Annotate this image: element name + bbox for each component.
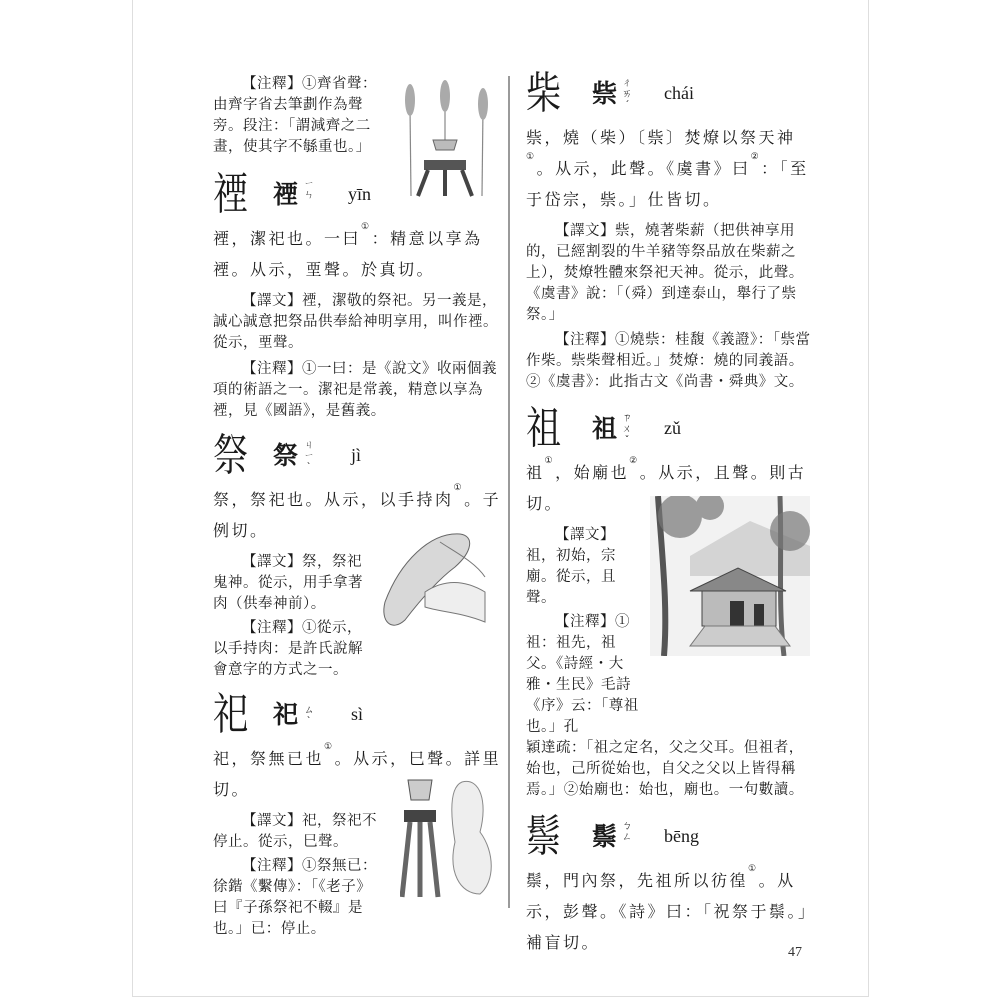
headword: 鬃 (592, 822, 618, 851)
column-divider (508, 76, 510, 908)
entry-header (526, 813, 811, 865)
entry-header (213, 691, 503, 743)
temple-landscape-illustration (650, 496, 810, 656)
notes: 【注釋】①從示，以手持肉：是許氏說解會意字的方式之一。 (213, 620, 363, 678)
zhuyin: ㄧ ㄣ (304, 179, 314, 201)
zhuyin: ㄗ ㄨˇ (622, 413, 632, 446)
intro-note: 【注釋】①齊省聲：由齊字省去筆劃作為聲旁。段注：「謂減齊之二畫，使其字不緐重也。」 (213, 76, 377, 155)
entry-header (213, 432, 503, 484)
zhuyin: ㄐ ㄧˋ (304, 440, 314, 473)
seal-script-glyph: 祀 (213, 689, 249, 740)
notes-continued: 穎達疏：「祖之定名，父之父耳。但祖者，始也，己所從始也，自父之父以上皆得稱焉。」②始廟也：始也，廟也。一句數讀。 (526, 740, 804, 798)
entry-chai (526, 70, 811, 393)
entry-header (526, 70, 811, 122)
main-text: 鬃，門內祭，先祖所以彷徨①。从示，彭聲。《詩》曰：「祝祭于鬃。」補盲切。 (526, 864, 809, 952)
notes: 【注釋】①燒祡：桂馥《義證》：「祡當作柴。祡柴聲相近。」焚燎：燒的同義語。②《虞書》：此指古文《尚書・舜典》文。 (526, 332, 811, 390)
notes-wrapped: 【注釋】①祖：祖先，祖父。《詩經・大雅・生民》毛詩《序》云：「尊祖也。」孔 (526, 614, 639, 735)
altar-with-wheat-illustration (398, 78, 498, 198)
headword: 祡 (592, 79, 618, 108)
pinyin: chái (664, 83, 694, 103)
seal-script-glyph: 禋 (213, 169, 249, 220)
main-text: 祡，燒（柴）〔祡〕焚燎以祭天神①。从示，此聲。《虞書》曰②：「至于岱宗，祡。」仕皆切。 (526, 128, 809, 209)
translation: 【譯文】禋，潔敬的祭祀。另一義是，誠心誠意把祭品供奉給神明享用，叫作禋。從示，垔聲。 (213, 293, 498, 351)
pinyin: yīn (348, 184, 372, 204)
main-text: 禋，潔祀也。一曰①：精意以享為禋。从示，垔聲。於真切。 (213, 222, 483, 279)
entry-beng (526, 813, 811, 958)
translation: 【譯文】祭，祭祀鬼神。從示，用手拿著肉（供奉神前）。 (213, 554, 363, 612)
pinyin: zǔ (664, 418, 681, 438)
main-text: 祖①，始廟也②。从示，且聲。則古切。 (526, 456, 807, 513)
pinyin: jì (351, 445, 362, 465)
headword: 祖 (592, 414, 618, 443)
zhuyin: ㄔ ㄞˊ (622, 78, 632, 111)
hands-holding-meat-illustration (380, 522, 490, 652)
headword: 祀 (273, 700, 299, 729)
seal-script-glyph: 祭 (213, 430, 249, 481)
zhuyin: ㄅ ㄥ (622, 821, 632, 843)
main-text: 祀，祭無已也①。从示，巳聲。詳里切。 (213, 742, 502, 799)
headword: 禋 (273, 180, 299, 209)
seal-script-glyph: 柴 (526, 68, 562, 119)
zhuyin: ㄙˋ (304, 705, 314, 727)
seal-script-glyph: 鬃 (526, 811, 562, 862)
entry-header (526, 405, 811, 457)
headword: 祭 (273, 441, 299, 470)
entry-yin (213, 171, 503, 422)
page-number: 47 (788, 945, 802, 960)
pinyin: sì (351, 704, 364, 724)
pinyin: bēng (664, 826, 699, 846)
notes: 【注釋】①一曰：是《說文》收兩個義項的術語之一。潔祀是常義，精意以享為禋，見《國語》，是舊義。 (213, 361, 497, 419)
seal-script-glyph: 祖 (526, 403, 562, 454)
translation: 【譯文】祖，初始，宗廟。從示，且聲。 (526, 527, 616, 606)
translation: 【譯文】祀，祭祀不停止。從示，巳聲。 (213, 813, 377, 850)
notes: 【注釋】①祭無已：徐鍇《繫傳》：「《老子》曰『子孫祭祀不輟』是也。」已：停止。 (213, 858, 377, 937)
translation: 【譯文】祡，燒著柴薪（把供神享用的，已經割裂的牛羊豬等祭品放在柴薪之上），焚燎牲體來祭祀天神。從示，此聲。《虞書》說：「（舜）到達泰山，舉行了祡祭。」 (526, 223, 804, 323)
main-text: 祭，祭祀也。从示，以手持肉①。子例切。 (213, 483, 502, 540)
vessel-and-kneeling-figure-illustration (400, 772, 500, 900)
